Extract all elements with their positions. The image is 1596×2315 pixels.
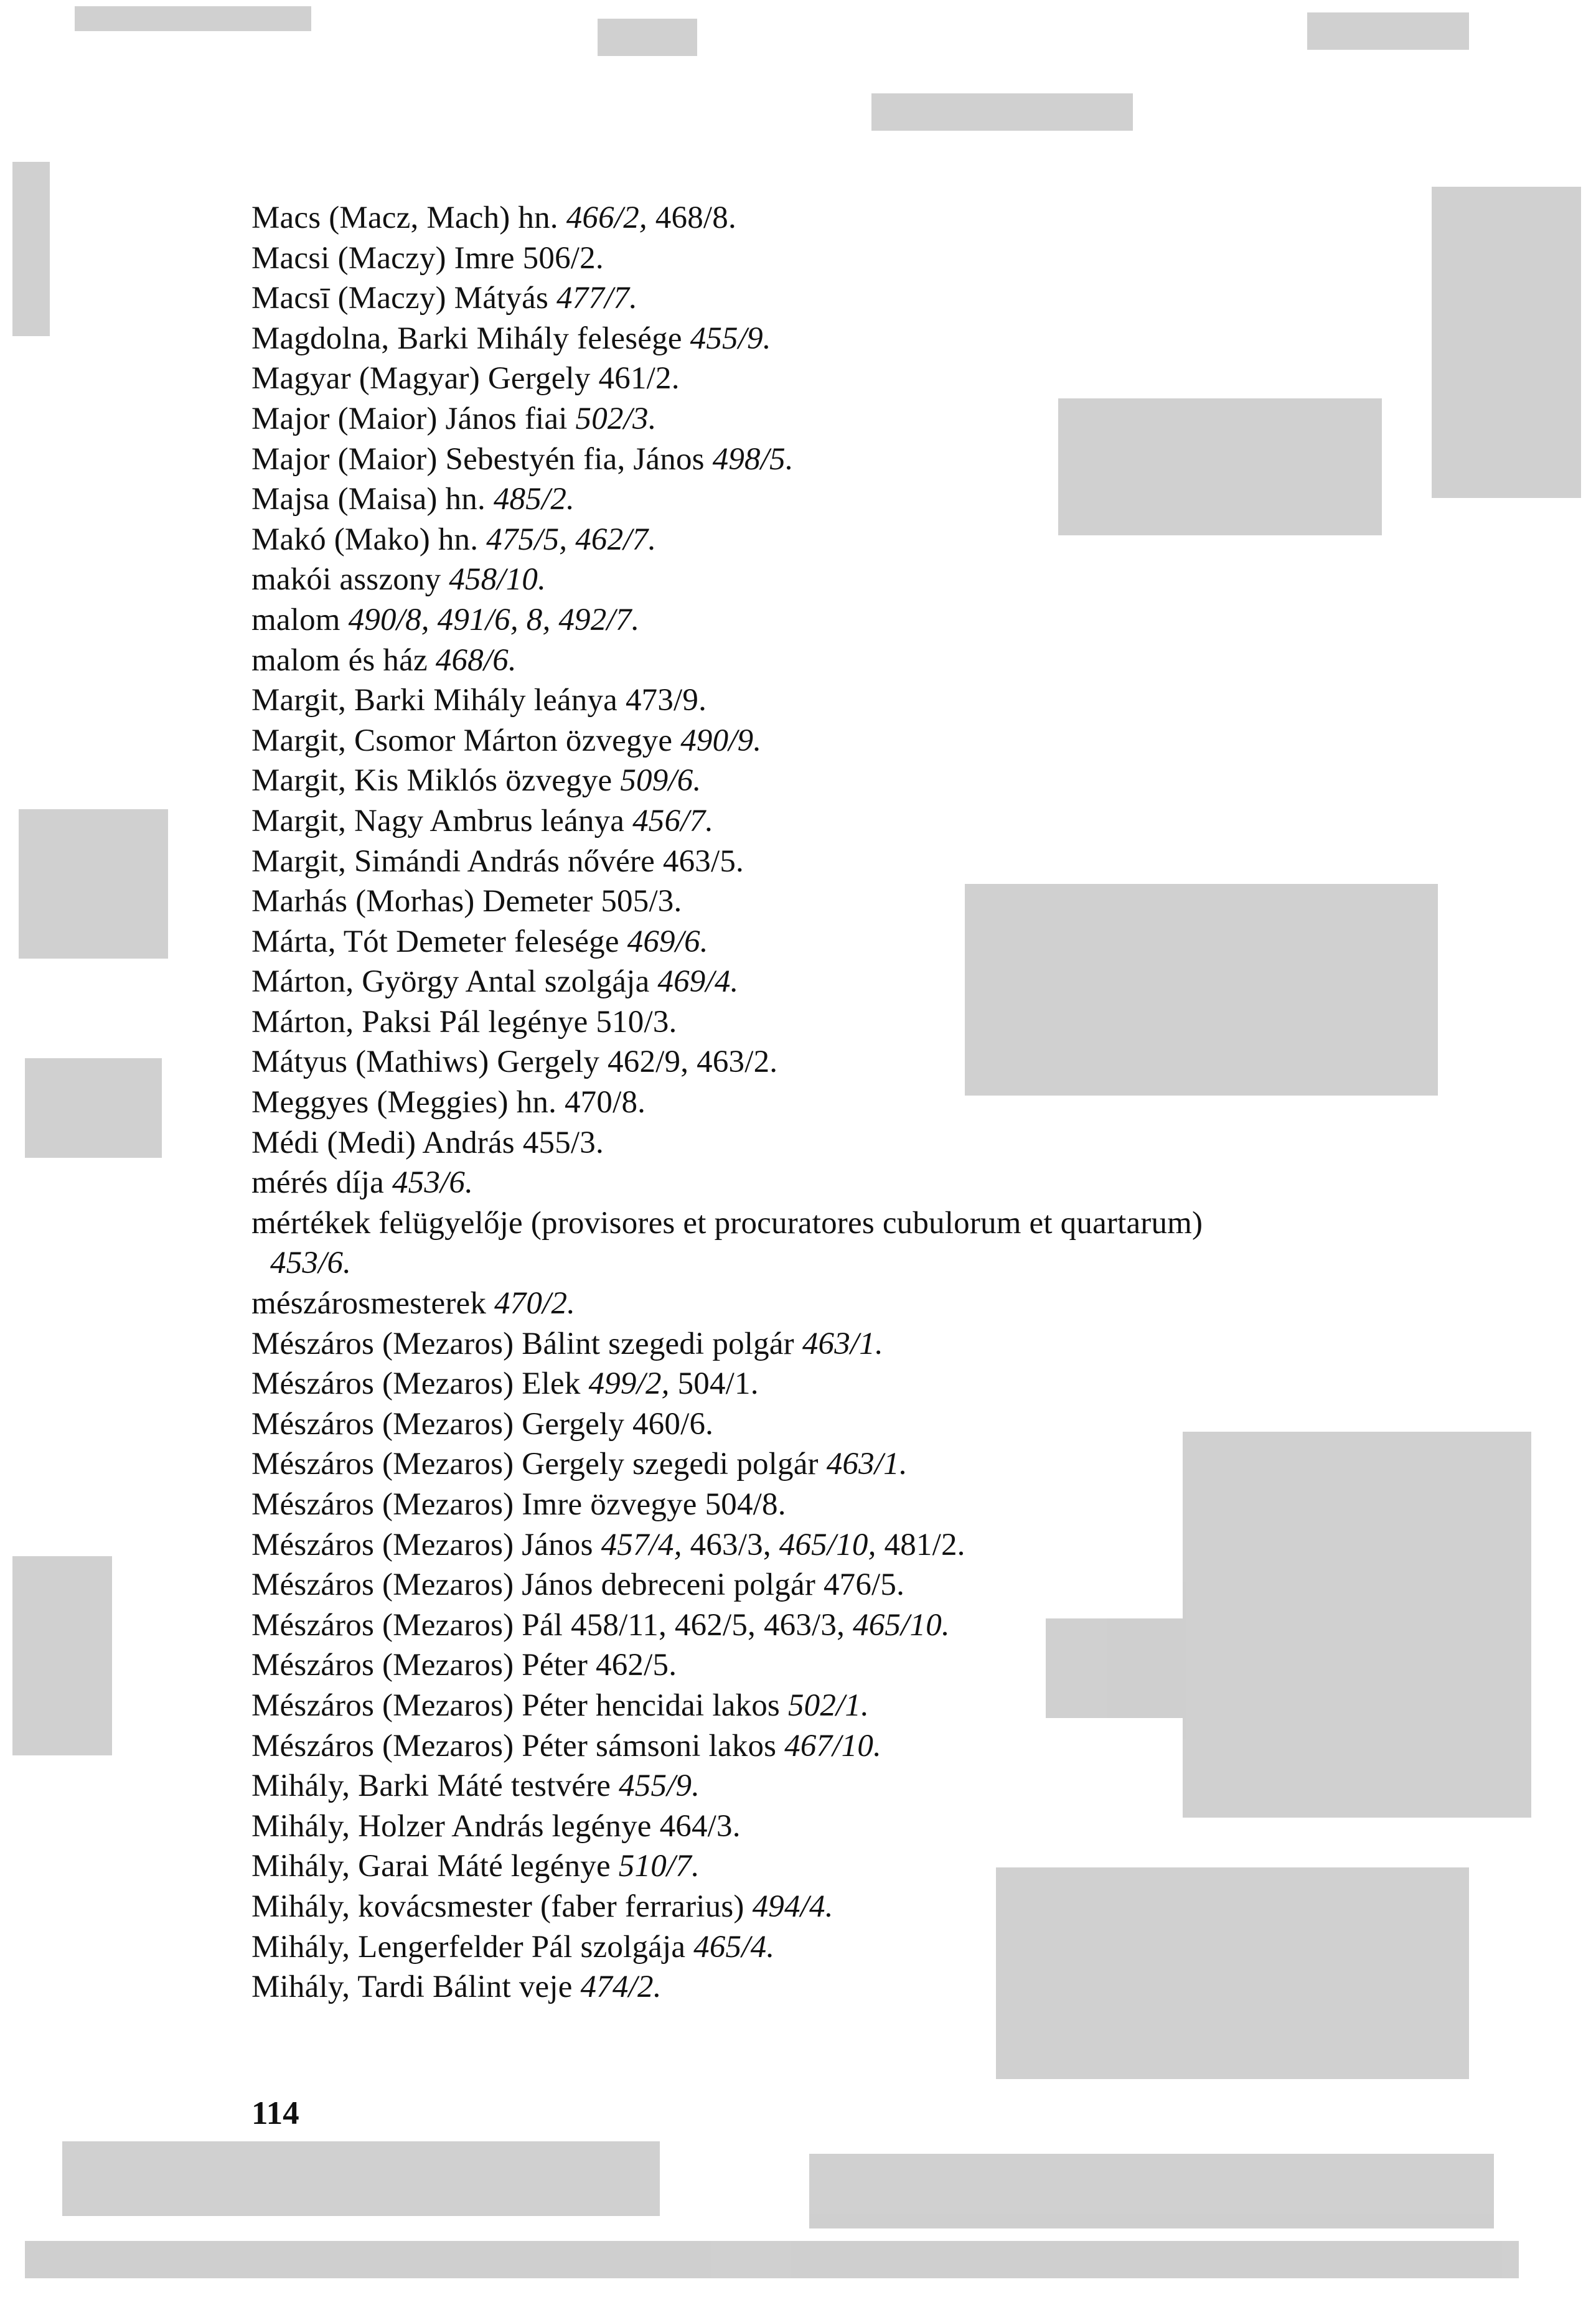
index-entry: Marhás (Morhas) Demeter 505/3. (251, 884, 682, 919)
index-entry: Mészáros (Mezaros) Gergely szegedi polgár 463/1. (251, 1447, 908, 1482)
index-entry: Macs (Macz, Mach) hn. 466/2, 468/8. (251, 200, 736, 235)
index-entry: Margit, Csomor Márton özvegye 490/9. (251, 723, 762, 758)
index-entry: Mészáros (Mezaros) Imre özvegye 504/8. (251, 1487, 786, 1522)
index-entry: mértékek felügyelője (provisores et procuratores cubulorum et quartarum) 453/6. (251, 1205, 1203, 1281)
index-entry: Mészáros (Mezaros) Pál 458/11, 462/5, 463/3, 465/10. (251, 1607, 950, 1643)
index-entry: Márton, Paksi Pál legénye 510/3. (251, 1004, 677, 1040)
index-entry: Makó (Mako) hn. 475/5, 462/7. (251, 522, 657, 557)
index-entry: Meggyes (Meggies) hn. 470/8. (251, 1085, 646, 1120)
index-entry: Márton, György Antal szolgája 469/4. (251, 964, 739, 1000)
index-entry: Márta, Tót Demeter felesége 469/6. (251, 924, 708, 959)
index-entry: Mihály, Holzer András legénye 464/3. (251, 1808, 741, 1844)
index-entry: Mészáros (Mezaros) Péter hencidai lakos 502/1. (251, 1688, 870, 1723)
index-entry: Mészáros (Mezaros) Elek 499/2, 504/1. (251, 1366, 759, 1402)
index-entry: Mészáros (Mezaros) Gergely 460/6. (251, 1406, 714, 1442)
index-entry: Médi (Medi) András 455/3. (251, 1125, 604, 1160)
index-entry: Mátyus (Mathiws) Gergely 462/9, 463/2. (251, 1045, 778, 1080)
index-entry: Mihály, kovácsmester (faber ferrarius) 494/4. (251, 1889, 833, 1924)
index-entry: Major (Maior) Sebestyén fia, János 498/5. (251, 441, 794, 477)
index-entry: Mihály, Lengerfelder Pál szolgája 465/4. (251, 1929, 775, 1965)
index-entry: Margit, Kis Miklós özvegye 509/6. (251, 763, 702, 799)
page-number: 114 (251, 2095, 299, 2131)
index-entry: Mészáros (Mezaros) Péter sámsoni lakos 467/10. (251, 1728, 881, 1763)
index-entry: malom 490/8, 491/6, 8, 492/7. (251, 602, 640, 637)
index-entry: Mészáros (Mezaros) Bálint szegedi polgár 463/1. (251, 1326, 883, 1361)
index-entry: makói asszony 458/10. (251, 562, 547, 598)
index-entry: mérés díja 453/6. (251, 1165, 474, 1201)
index-entry: malom és ház 468/6. (251, 642, 517, 678)
index-entry: Major (Maior) János fiai 502/3. (251, 401, 657, 436)
index-entry: Mészáros (Mezaros) János debreceni polgár 476/5. (251, 1567, 905, 1603)
index-entry: Margit, Barki Mihály leánya 473/9. (251, 683, 707, 718)
index-entry: Majsa (Maisa) hn. 485/2. (251, 482, 575, 517)
index-entry: Magdolna, Barki Mihály felesége 455/9. (251, 321, 771, 356)
index-entry: Mészáros (Mezaros) János 457/4, 463/3, 465/10, 481/2. (251, 1527, 965, 1562)
index-entry: Macsi (Maczy) Imre 506/2. (251, 240, 604, 276)
index-entry: Mihály, Tardi Bálint veje 474/2. (251, 1970, 662, 2005)
index-entry: Macsī (Maczy) Mátyás 477/7. (251, 281, 638, 316)
index-entry: Mészáros (Mezaros) Péter 462/5. (251, 1648, 677, 1683)
index-entry: Margit, Nagy Ambrus leánya 456/7. (251, 803, 714, 838)
index-entry: Magyar (Magyar) Gergely 461/2. (251, 361, 680, 397)
index-entry: Mihály, Barki Máté testvére 455/9. (251, 1768, 700, 1804)
index-entry: mészárosmesterek 470/2. (251, 1286, 576, 1322)
index-entry-list (251, 198, 1509, 2007)
index-entry: Margit, Simándi András nővére 463/5. (251, 843, 744, 879)
index-entry: Mihály, Garai Máté legénye 510/7. (251, 1849, 700, 1884)
